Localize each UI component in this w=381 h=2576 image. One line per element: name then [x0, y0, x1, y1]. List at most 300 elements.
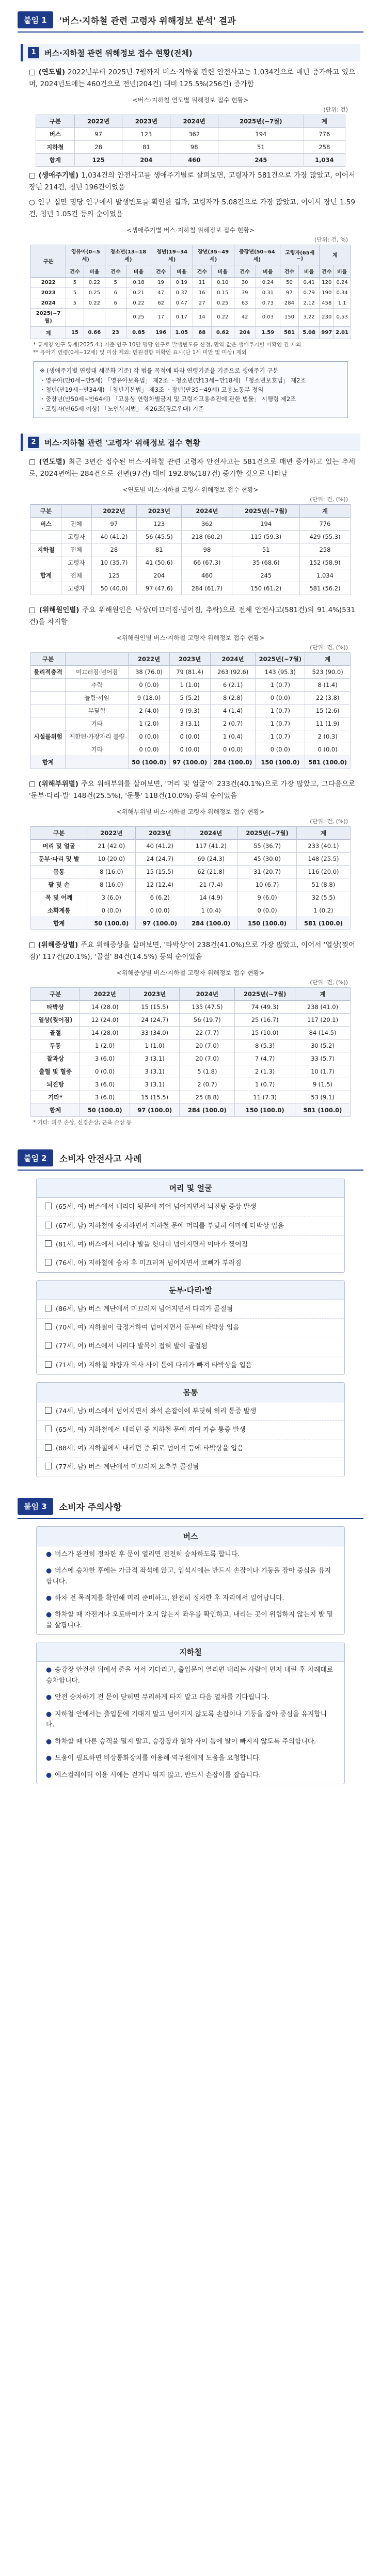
table-cell: 8 (16.0) — [87, 878, 136, 891]
table-cell: 19 — [151, 277, 171, 287]
paragraph-cause: □ (위해원인별) 주요 위해원인은 낙상(미끄러짐·넘어짐, 추락)으로 전체 안전사고(581건)의 91.4%(531건)을 차지함 — [29, 605, 356, 626]
header-cell: 2025년(~7월) — [232, 504, 299, 517]
paragraph-lead: (생애주기별) — [38, 171, 79, 180]
case-text: (71세, 여) 지하철 차량과 역사 사이 틈에 다리가 빠져 타박상을 입음 — [56, 1361, 252, 1369]
table-cell: 6 (6.2) — [136, 891, 184, 904]
table-cell: 1 (0.7) — [235, 1078, 295, 1091]
case-text: (65세, 여) 버스에서 내리다 뒷문에 끼어 넘어지면서 뇌진탕 증상 발생 — [56, 1203, 257, 1211]
header-cell: 2024년 — [184, 826, 238, 839]
table-cell: 123 — [122, 127, 170, 140]
table-cell: 42 — [234, 308, 256, 326]
paragraph-text: 주요 위해원인은 낙상(미끄러짐·넘어짐, 추락)으로 전체 안전사고(581건)의 91.4%(531건)을 차지함 — [29, 605, 356, 626]
total-cell: 581 — [280, 326, 299, 339]
table-cell: 30 — [234, 277, 256, 287]
header-cell: 2023년 — [122, 115, 170, 127]
yearly-table — [36, 115, 345, 167]
header-cell: 계 — [320, 245, 351, 265]
table-cell: 0.22 — [84, 277, 105, 287]
symptom-table — [30, 987, 351, 1117]
table-row — [31, 852, 351, 865]
table-cell: 1 (0.4) — [210, 730, 256, 743]
table-cell: 24 (24.7) — [136, 852, 184, 865]
table-cell: 0.17 — [170, 308, 193, 326]
table-cell: 31 (20.7) — [238, 865, 297, 878]
table-cell: 1 (2.0) — [129, 717, 169, 730]
table-cell: 1 (1.0) — [130, 1039, 180, 1052]
table-row — [31, 582, 351, 595]
table-cell: 0.25 — [84, 287, 105, 298]
table-cell: 45 (30.0) — [238, 852, 297, 865]
total-cell: 581 (100.0) — [305, 756, 351, 769]
table-caption: <위해원인별 버스·지하철 고령자 위해정보 접수 현황> — [116, 634, 265, 642]
table-cell: 115 (59.3) — [232, 530, 299, 543]
tip-item — [37, 1546, 344, 1563]
checkbox-icon — [45, 1342, 52, 1349]
table-cell: 30 (5.2) — [295, 1039, 351, 1052]
table-cell: 0.73 — [256, 298, 280, 308]
header-cell: 고령자(65세~) — [280, 245, 320, 265]
table-cell: 2 (0.3) — [305, 730, 351, 743]
table-cell: 8 (1.4) — [305, 678, 351, 691]
header-cell: 2022년 — [80, 987, 130, 1000]
table-cell: 0 (0.0) — [80, 1065, 130, 1078]
table-cell: 기타 — [66, 743, 129, 756]
case-item — [37, 1254, 344, 1272]
table-cell: 15 (15.5) — [130, 1000, 180, 1013]
table-cell: 150 (61.2) — [232, 582, 299, 595]
table-row — [31, 298, 351, 308]
table-cell: 17 — [151, 308, 171, 326]
case-card — [36, 1382, 345, 1477]
table-unit: (단위: 건, (%)) — [310, 495, 348, 503]
table-cell: 팔 및 손 — [31, 878, 87, 891]
table-cell: 0.10 — [211, 277, 234, 287]
section-2-header — [18, 1149, 363, 1171]
total-row — [36, 153, 345, 166]
header-row — [31, 652, 351, 665]
table-cell: 9 (9.3) — [169, 704, 210, 717]
table-cell: 3 (3.1) — [169, 717, 210, 730]
subheader-cell: 건수 — [320, 265, 334, 277]
tip-text: 하차할 때 다른 승객을 밀지 말고, 승강장과 열차 사이 틈에 발이 빠지지 않도록 주의합니다. — [55, 1737, 316, 1746]
tip-text: 버스에 승차한 후에는 가급적 좌석에 앉고, 입석시에는 반드시 손잡이나 기둥을 잡아 중심을 유지합니다. — [46, 1567, 331, 1586]
table-cell: 22 (7.7) — [180, 1026, 235, 1039]
case-item — [37, 1319, 344, 1337]
table-cell: 53 (9.1) — [295, 1091, 351, 1103]
table-cell: 0.18 — [126, 277, 151, 287]
table-cell: 33 (5.7) — [295, 1052, 351, 1065]
table-cell: 0.34 — [334, 287, 351, 298]
table-cell: 194 — [218, 127, 304, 140]
table-cell: 581 (56.2) — [299, 582, 350, 595]
table-cell: 12 (12.4) — [136, 878, 184, 891]
table-cell: 0.47 — [170, 298, 193, 308]
table-cell: 3 (6.0) — [80, 1091, 130, 1103]
paragraph-yearly: □ (연도별) 2022년부터 2025년 7월까지 버스·지하철 관련 안전사고는 1,034건으로 매년 증가하고 있으며, 2024년도에는 460건으로 전년(204건) 대비 125.5%(256건) 증가함 — [29, 68, 356, 88]
header-cell — [66, 652, 129, 665]
checkbox-icon — [45, 1407, 52, 1414]
table-row — [31, 1039, 351, 1052]
total-cell: 2.01 — [334, 326, 351, 339]
total-cell: 97 (100.0) — [136, 917, 184, 930]
paragraph-text: 주요 위해증상을 살펴보면, '타박상'이 238건(41.0%)으로 가장 많았고, 이어서 '열상(찢어짐)' 117건(20.1%), '골절' 84건(14.5%) 등의 순이었음 — [29, 940, 356, 961]
table-cell: 2 (0.7) — [180, 1078, 235, 1091]
info-line: ※ (생애주기별 연령대 세분화 기준) 각 법률 목적에 따라 연령기준을 기준으로 생애주기 구분 — [40, 367, 279, 375]
table-cell: 1 (0.2) — [296, 904, 350, 917]
table-row — [31, 1013, 351, 1026]
header-cell: 2022년 — [74, 115, 122, 127]
table-cell: 시설물위험 — [31, 730, 66, 743]
table-cell: 9 (18.0) — [129, 691, 169, 704]
table-row — [31, 530, 351, 543]
table-cell: 0.22 — [126, 298, 151, 308]
case-card-title: 둔부·다리·발 — [37, 1281, 344, 1300]
table-row — [31, 517, 351, 530]
table-row — [31, 704, 351, 717]
total-row — [31, 326, 351, 339]
total-cell: 284 (100.0) — [184, 917, 238, 930]
table-cell: 2024 — [31, 298, 66, 308]
table-cell — [31, 717, 66, 730]
table-cell: 3 (6.0) — [80, 1078, 130, 1091]
table-cell — [31, 556, 61, 569]
total-cell: 284 (100.0) — [180, 1103, 235, 1116]
table-cell: 40 (41.2) — [91, 530, 136, 543]
table-cell: 타박상 — [31, 1000, 80, 1013]
header-cell: 2025년(~7월) — [238, 826, 297, 839]
table-cell: 지하철 — [36, 140, 75, 153]
table-cell: 458 — [320, 298, 334, 308]
checkbox-icon — [45, 1222, 52, 1228]
table-cell: 2022 — [31, 277, 66, 287]
total-cell: 23 — [105, 326, 126, 339]
table-cell: 11 (1.9) — [305, 717, 351, 730]
case-item — [37, 1300, 344, 1319]
checkbox-icon — [45, 1323, 52, 1330]
table-cell: 25 (8.8) — [180, 1091, 235, 1103]
header-row — [31, 504, 351, 517]
tip-item — [37, 1662, 344, 1689]
table-cell: 지하철 — [31, 543, 61, 556]
table-cell: 14 (28.0) — [80, 1026, 130, 1039]
table-cell: 6 — [105, 298, 126, 308]
tip-item — [37, 1750, 344, 1767]
table-cell: 눌림·끼임 — [66, 691, 129, 704]
table-cell: 9 (6.0) — [238, 891, 297, 904]
table-cell: 25 (16.7) — [235, 1013, 295, 1026]
table-row — [31, 665, 351, 678]
checkbox-icon — [45, 1240, 52, 1247]
table-cell: 전체 — [61, 569, 91, 582]
total-cell: 0.62 — [211, 326, 234, 339]
header-cell: 계 — [299, 504, 350, 517]
header-cell: 2024년 — [170, 115, 218, 127]
table-cell: 81 — [122, 140, 170, 153]
subheader-cell: 비율 — [211, 265, 234, 277]
table-cell: 123 — [137, 517, 182, 530]
bullet-icon: ● — [46, 1594, 52, 1602]
checkbox-icon — [45, 1203, 52, 1209]
table-cell: 27 — [193, 298, 211, 308]
tip-text: 도움이 필요하면 비상통화장치를 이용해 역무원에게 도움을 요청합니다. — [55, 1754, 261, 1763]
total-cell: 계 — [31, 326, 66, 339]
table-cell: 233 (40.1) — [296, 839, 350, 852]
table-row — [31, 1065, 351, 1078]
header-cell: 2025년(~7월) — [218, 115, 304, 127]
table-cell: 1,034 — [299, 569, 350, 582]
tip-text: 안전 승차하기 전 문이 닫히면 무리하게 타지 말고 다음 열차를 기다립니다. — [55, 1693, 269, 1702]
table-cell: 41 (50.6) — [137, 556, 182, 569]
table-row — [31, 839, 351, 852]
table-cell: 204 — [137, 569, 182, 582]
table-note: * 기타: 피부 손상, 신경손상, 근육 손상 등 — [33, 1119, 132, 1126]
checkbox-icon — [45, 1305, 52, 1311]
table-cell: 50 (40.0) — [91, 582, 136, 595]
table-cell: 245 — [232, 569, 299, 582]
bullet-icon: ● — [46, 1666, 52, 1674]
table-cell: 기타 — [66, 717, 129, 730]
table-cell: 1 (0.7) — [256, 717, 305, 730]
section-1-header — [18, 11, 363, 33]
total-cell: 합계 — [36, 153, 75, 166]
table-cell: 머리 및 얼굴 — [31, 839, 87, 852]
header-row — [31, 245, 351, 265]
info-line: ㆍ영유아(만0세~만5세) 「영유아보육법」 제2조 ㆍ청소년(만13세~만18세) 「청소년보호법」 제2조 — [40, 376, 306, 384]
table-cell — [66, 308, 84, 326]
header-cell: 2022년 — [91, 504, 136, 517]
table-cell: 10 (35.7) — [91, 556, 136, 569]
case-item — [37, 1337, 344, 1356]
table-cell: 284 — [280, 298, 299, 308]
table-cell: 8 (16.0) — [87, 865, 136, 878]
table-cell: 목 및 어깨 — [31, 891, 87, 904]
total-cell: 68 — [193, 326, 211, 339]
table-cell: 14 (28.0) — [80, 1000, 130, 1013]
tip-item — [37, 1706, 344, 1734]
total-cell: 150 (100.0) — [238, 917, 297, 930]
table-cell: 284 (61.7) — [182, 582, 232, 595]
table-notes — [33, 341, 348, 358]
table-cell: 62 — [151, 298, 171, 308]
table-cell: 143 (95.3) — [256, 665, 305, 678]
table-cell: 56 (19.7) — [180, 1013, 235, 1026]
total-cell: 581 (100.0) — [295, 1103, 351, 1116]
case-item — [37, 1217, 344, 1236]
table-cell: 148 (25.5) — [296, 852, 350, 865]
checkbox-icon — [45, 1426, 52, 1432]
table-caption: <생애주기별 버스·지하철 위해정보 접수 현황> — [126, 226, 255, 234]
total-cell: 460 — [170, 153, 218, 166]
table-cell: 6 — [105, 287, 126, 298]
header-cell: 장년(35~49세) — [193, 245, 234, 265]
paragraph-bodypart: □ (위해부위별) 주요 위해부위를 살펴보면, '머리 및 얼굴'이 233건(40.1%)으로 가장 많았고, 그다음으로 '둔부·다리·발' 148건(25.5%), '둔통' 118건(10.0%) 등의 순이었음 — [29, 779, 355, 800]
checkbox-icon — [45, 1259, 52, 1266]
table-caption: <연도별 버스·지하철 고령자 위해정보 접수 현황> — [122, 486, 259, 493]
header-cell: 2024년 — [182, 504, 232, 517]
table-cell: 0 (0.0) — [210, 743, 256, 756]
header-cell: 2022년 — [129, 652, 169, 665]
bullet-icon: ● — [46, 1754, 52, 1763]
table-cell: 38 (76.0) — [129, 665, 169, 678]
table-cell: 263 (92.6) — [210, 665, 256, 678]
table-cell: 뇌진탕 — [31, 1078, 80, 1091]
total-cell: 581 (100.0) — [296, 917, 350, 930]
subsection-2-header — [21, 434, 360, 451]
table-cell: 125 — [91, 569, 136, 582]
subheader-cell: 비율 — [298, 265, 320, 277]
tip-card — [36, 1642, 345, 1784]
table-row — [31, 717, 351, 730]
table-cell: 0.19 — [170, 277, 193, 287]
total-cell: 1,034 — [304, 153, 345, 166]
table-cell: 7 (4.7) — [235, 1052, 295, 1065]
page — [0, 11, 381, 2576]
case-item — [37, 1458, 344, 1476]
table-cell: 523 (90.0) — [305, 665, 351, 678]
subheader-cell: 건수 — [151, 265, 171, 277]
tip-card-title: 지하철 — [37, 1642, 344, 1662]
table-cell: 84 (14.5) — [295, 1026, 351, 1039]
case-text: (65세, 여) 지하철에서 내리던 중 지하철 문에 끼여 가슴 통증 발생 — [56, 1426, 246, 1434]
table-cell — [31, 704, 66, 717]
table-cell: 12 (24.0) — [80, 1013, 130, 1026]
header-cell: 2025년(~7월) — [256, 652, 305, 665]
case-item — [37, 1421, 344, 1439]
case-card-title: 몸통 — [37, 1383, 344, 1402]
table-cell: 고령자 — [61, 530, 91, 543]
table-cell: 열상(찢어짐) — [31, 1013, 80, 1026]
table-unit: (단위: 건, (%)) — [310, 979, 348, 986]
subheader-cell: 비율 — [170, 265, 193, 277]
table-cell: 20 (7.0) — [180, 1052, 235, 1065]
tip-card-title: 버스 — [37, 1527, 344, 1546]
table-row — [31, 678, 351, 691]
table-cell: 0 (0.0) — [256, 691, 305, 704]
table-cell: 2025(~7월) — [31, 308, 66, 326]
bullet-icon: ● — [46, 1737, 52, 1746]
total-cell: 196 — [151, 326, 171, 339]
table-cell: 0 (0.0) — [129, 730, 169, 743]
header-cell: 구분 — [31, 504, 61, 517]
table-cell: 몸통 — [31, 865, 87, 878]
subsection-number: 1 — [28, 47, 39, 58]
total-row — [31, 1103, 351, 1116]
table-cell: 22 (3.8) — [305, 691, 351, 704]
table-cell: 5 — [66, 298, 84, 308]
info-line: ㆍ중장년(만50세~만64세) 「고용상 연령차별금지 및 고령자고용촉진에 관한 법률」 시행령 제2조 — [40, 395, 296, 403]
total-cell: 50 (100.0) — [87, 917, 136, 930]
header-cell: 2022년 — [87, 826, 136, 839]
case-item — [37, 1439, 344, 1458]
case-text: (70세, 여) 지하철이 급정거하여 넘어지면서 둔부에 타박상 입음 — [56, 1324, 240, 1332]
table-cell: 150 — [280, 308, 299, 326]
total-row — [31, 756, 351, 769]
paragraph-lead: (위해증상별) — [38, 940, 78, 949]
table-row — [31, 743, 351, 756]
total-cell: 245 — [218, 153, 304, 166]
header-cell: 청년(19~34세) — [151, 245, 193, 265]
table-cell — [31, 678, 66, 691]
table-caption: <위해부위별 버스·지하철 고령자 위해정보 접수 현황> — [116, 808, 265, 815]
table-cell: 합계 — [31, 569, 61, 582]
table-cell: 9 (1.5) — [295, 1078, 351, 1091]
table-caption: <위해증상별 버스·지하철 고령자 위해정보 접수 현황> — [116, 969, 265, 977]
table-cell: 120 — [320, 277, 334, 287]
table-cell: 1 (1.0) — [169, 678, 210, 691]
table-cell: 79 (81.4) — [169, 665, 210, 678]
table-cell: 51 — [232, 543, 299, 556]
header-cell: 2024년 — [210, 652, 256, 665]
total-cell: 50 (100.0) — [129, 756, 169, 769]
table-cell: 3 (6.0) — [87, 891, 136, 904]
table-cell: 238 (41.0) — [295, 1000, 351, 1013]
table-cell: 116 (20.0) — [296, 865, 350, 878]
cause-table — [30, 652, 351, 769]
table-cell: 81 — [137, 543, 182, 556]
header-cell: 2023년 — [169, 652, 210, 665]
tip-item — [37, 1689, 344, 1706]
table-cell: 51 (8.8) — [296, 878, 350, 891]
bodypart-table — [30, 826, 351, 930]
checkbox-icon — [45, 1463, 52, 1469]
table-caption: <버스·지하철 연도별 위해정보 접수 현황> — [132, 96, 249, 104]
table-cell: 3.22 — [298, 308, 320, 326]
header-cell: 영유아(0~5세) — [66, 245, 105, 265]
table-row — [31, 878, 351, 891]
total-cell: 0.66 — [84, 326, 105, 339]
case-item — [37, 1236, 344, 1254]
table-cell: 63 — [234, 298, 256, 308]
table-cell: 98 — [170, 140, 218, 153]
bullet-icon: ● — [46, 1550, 52, 1558]
table-cell: 찰과상 — [31, 1052, 80, 1065]
table-cell: 35 (68.6) — [232, 556, 299, 569]
case-text: (67세, 남) 지하철에 승차하면서 지하철 문에 머리를 부딪혀 이마에 타박상 입음 — [56, 1222, 284, 1230]
note-line: ** 유아기 연령(0세~12세) 및 미상 제외: 민원경향 미확인 표시(단 1세 미만 및 미상) 제외 — [33, 349, 247, 356]
table-cell: 0 (0.0) — [129, 678, 169, 691]
info-line: ㆍ고령자(만65세 이상) 「노인복지법」 제26조(경로우대) 기준 — [40, 405, 204, 412]
header-cell — [61, 504, 91, 517]
table-cell — [31, 743, 66, 756]
table-cell: 20 (7.0) — [180, 1039, 235, 1052]
tip-text: 승강장 안전선 뒤에서 줄을 서서 기다리고, 출입문이 열리면 내리는 사람이 먼저 내린 후 차례대로 승차합니다. — [46, 1666, 334, 1685]
subheader-cell: 건수 — [234, 265, 256, 277]
paragraph-lead: (위해원인별) — [39, 605, 80, 614]
subsection-number: 2 — [28, 437, 39, 448]
table-cell: 전체 — [61, 543, 91, 556]
table-cell: 2 (1.3) — [235, 1065, 295, 1078]
table-cell: 51 — [218, 140, 304, 153]
section-title: 소비자 안전사고 사례 — [59, 1154, 142, 1165]
table-cell: 0.25 — [126, 308, 151, 326]
bullet-icon: ● — [46, 1693, 52, 1702]
table-row — [36, 127, 345, 140]
table-cell — [105, 308, 126, 326]
subheader-cell: 비율 — [334, 265, 351, 277]
case-card — [36, 1178, 345, 1273]
tip-item — [37, 1563, 344, 1590]
table-cell — [31, 582, 61, 595]
table-cell: 32 (5.5) — [296, 891, 350, 904]
total-cell: 125 — [74, 153, 122, 166]
table-row — [31, 691, 351, 704]
header-cell: 청소년(13~18세) — [105, 245, 151, 265]
table-cell: 출혈 및 혈종 — [31, 1065, 80, 1078]
table-cell: 55 (36.7) — [238, 839, 297, 852]
table-cell: 0.22 — [84, 298, 105, 308]
table-cell: 부딪힘 — [66, 704, 129, 717]
table-cell: 15 (10.0) — [235, 1026, 295, 1039]
